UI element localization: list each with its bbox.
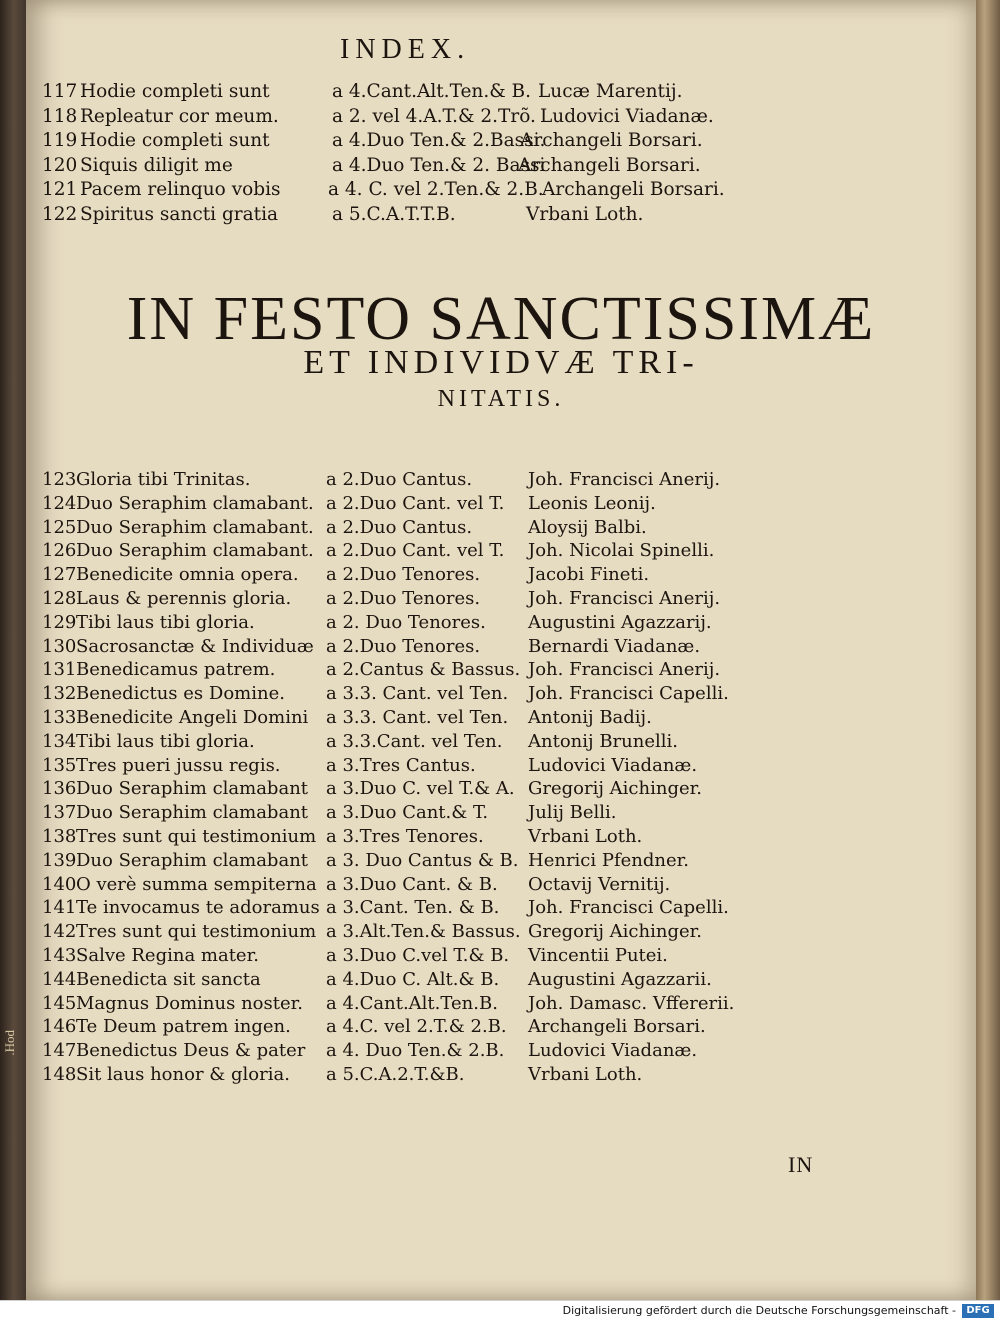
- list-item: [42, 658, 762, 682]
- entry-number: 148: [42, 1063, 77, 1085]
- entry-composer: Octavij Vernitij.: [528, 873, 671, 895]
- entry-voices: a 2. vel 4.A.T.& 2.Trõ.: [332, 105, 536, 127]
- list-item: [42, 849, 762, 873]
- entry-number: 137: [42, 802, 77, 824]
- entry-number: 130: [42, 635, 77, 657]
- list-item: [42, 539, 762, 563]
- entry-title: Tibi laus tibi gloria.: [76, 611, 255, 633]
- entry-composer: Augustini Agazzarij.: [528, 611, 712, 633]
- entry-number: 125: [42, 516, 77, 538]
- entry-title: Duo Seraphim clamabant.: [76, 540, 314, 562]
- list-item: [42, 587, 762, 611]
- entry-title: Repleatur cor meum.: [80, 105, 279, 127]
- entry-voices: a 4.Duo Ten.& 2.Bassi.: [332, 130, 546, 151]
- entry-voices: a 3.3.Cant. vel Ten.: [326, 730, 503, 752]
- entry-composer: Archangeli Borsari.: [542, 179, 725, 200]
- section-heading-line2: ET INDIVIDVÆ TRI-: [303, 344, 699, 381]
- list-item: [42, 203, 742, 228]
- entry-number: 120: [42, 154, 78, 176]
- entry-number: 135: [42, 754, 77, 776]
- entry-voices: a 3.Cant. Ten. & B.: [326, 897, 500, 919]
- top-index-list: [42, 80, 742, 227]
- entry-composer: Jacobi Fineti.: [528, 564, 650, 586]
- list-item: [42, 682, 762, 706]
- entry-number: 145: [42, 992, 77, 1014]
- entry-title: Hodie completi sunt: [80, 130, 270, 151]
- entry-composer: Gregorij Aichinger.: [528, 778, 702, 800]
- entry-composer: Joh. Francisci Anerij.: [528, 587, 721, 609]
- trinity-index-list: [42, 468, 762, 1087]
- digitization-footer: [0, 1300, 1000, 1321]
- entry-title: Benedicite Angeli Domini: [76, 706, 309, 728]
- list-item: [42, 468, 762, 492]
- entry-title: Duo Seraphim clamabant: [76, 802, 309, 824]
- entry-title: Benedicamus patrem.: [76, 659, 276, 681]
- entry-composer: Henrici Pfendner.: [528, 849, 689, 871]
- list-item: [42, 563, 762, 587]
- entry-number: 122: [42, 203, 78, 225]
- entry-voices: a 2.Duo Cant. vel T.: [326, 540, 505, 562]
- entry-title: Sit laus honor & gloria.: [76, 1063, 290, 1085]
- entry-voices: a 2.Duo Cantus.: [326, 469, 473, 490]
- entry-title: Tibi laus tibi gloria.: [76, 730, 255, 752]
- entry-voices: a 4. C. vel 2.Ten.& 2.B.: [328, 179, 544, 200]
- entry-number: 129: [42, 611, 77, 633]
- dfg-logo[interactable]: DFG: [962, 1304, 994, 1318]
- entry-title: Pacem relinquo vobis: [80, 179, 281, 200]
- entry-voices: a 4.Cant.Alt.Ten.B.: [326, 992, 498, 1014]
- entry-composer: Archangeli Borsari.: [520, 130, 703, 151]
- page-edge: [976, 0, 1000, 1300]
- entry-number: 138: [42, 825, 77, 847]
- entry-composer: Lucæ Marentij.: [538, 81, 683, 102]
- entry-voices: a 3.Duo Cant.& T.: [326, 802, 489, 824]
- list-item: [42, 105, 742, 130]
- entry-composer: Joh. Damasc. Vffererii.: [528, 992, 735, 1014]
- entry-number: 118: [42, 105, 78, 127]
- entry-voices: a 3.Tres Tenores.: [326, 825, 484, 847]
- entry-number: 131: [42, 659, 77, 681]
- entry-title: Benedictus es Domine.: [76, 683, 285, 705]
- entry-title: Magnus Dominus noster.: [76, 992, 303, 1014]
- list-item: [42, 873, 762, 897]
- entry-title: Duo Seraphim clamabant.: [76, 492, 314, 514]
- entry-title: Hodie completi sunt: [80, 81, 270, 102]
- list-item: [42, 1063, 762, 1087]
- list-item: [42, 1039, 762, 1063]
- entry-composer: Archangeli Borsari.: [528, 1016, 706, 1038]
- entry-composer: Joh. Francisci Anerij.: [528, 659, 721, 681]
- list-item: [42, 920, 762, 944]
- entry-composer: Antonij Badij.: [528, 706, 652, 728]
- entry-number: 117: [42, 81, 78, 102]
- list-item: [42, 1015, 762, 1039]
- entry-title: Tres pueri jussu regis.: [76, 754, 281, 776]
- entry-title: Benedictus Deus & pater: [76, 1040, 306, 1062]
- funding-credit: Digitalisierung gefördert durch die Deutsche Forschungsgemeinschaft -: [562, 1304, 956, 1317]
- list-item: [42, 944, 762, 968]
- entry-voices: a 4.C. vel 2.T.& 2.B.: [326, 1016, 507, 1038]
- entry-number: 119: [42, 130, 78, 151]
- list-item: [42, 154, 742, 179]
- entry-number: 144: [42, 968, 77, 990]
- entry-number: 132: [42, 683, 77, 705]
- list-item: [42, 777, 762, 801]
- entry-number: 126: [42, 540, 77, 562]
- entry-voices: a 2.Duo Tenores.: [326, 564, 481, 586]
- entry-number: 141: [42, 897, 77, 919]
- list-item: [42, 754, 762, 778]
- entry-composer: Gregorij Aichinger.: [528, 921, 702, 943]
- entry-title: Duo Seraphim clamabant: [76, 849, 309, 871]
- entry-number: 142: [42, 921, 77, 943]
- list-item: [42, 992, 762, 1016]
- entry-voices: a 4.Duo Ten.& 2. Bassi: [332, 154, 546, 176]
- list-item: [42, 730, 762, 754]
- entry-voices: a 5.C.A.T.T.B.: [332, 203, 456, 225]
- list-item: [42, 492, 762, 516]
- entry-voices: a 3.3. Cant. vel Ten.: [326, 706, 509, 728]
- entry-title: O verè summa sempiterna: [76, 873, 317, 895]
- entry-voices: a 3. Duo Cantus & B.: [326, 849, 519, 871]
- list-item: [42, 516, 762, 540]
- entry-title: Te invocamus te adoramus: [76, 897, 320, 919]
- page-header-title: INDEX.: [340, 34, 471, 65]
- entry-voices: a 3.Alt.Ten.& Bassus.: [326, 921, 521, 943]
- list-item: [42, 178, 742, 203]
- entry-number: 121: [42, 179, 78, 200]
- entry-composer: Bernardi Viadanæ.: [528, 635, 701, 657]
- entry-title: Benedicite omnia opera.: [76, 564, 299, 586]
- entry-composer: Antonij Brunelli.: [528, 730, 678, 752]
- entry-title: Siquis diligit me: [80, 154, 233, 176]
- entry-composer: Joh. Francisci Capelli.: [528, 683, 729, 705]
- entry-number: 147: [42, 1040, 77, 1062]
- entry-composer: Augustini Agazzarii.: [528, 968, 712, 990]
- list-item: [42, 896, 762, 920]
- entry-composer: Julij Belli.: [528, 802, 617, 824]
- entry-title: Salve Regina mater.: [76, 944, 259, 966]
- entry-voices: a 3.Tres Cantus.: [326, 754, 476, 776]
- entry-voices: a 3.Duo C.vel T.& B.: [326, 944, 510, 966]
- entry-composer: Ludovici Viadanæ.: [540, 105, 714, 127]
- entry-number: 143: [42, 944, 77, 966]
- entry-composer: Ludovici Viadanæ.: [528, 754, 698, 776]
- entry-composer: Aloysij Balbi.: [528, 516, 647, 538]
- list-item: [42, 635, 762, 659]
- entry-composer: Joh. Francisci Anerij.: [528, 469, 721, 490]
- entry-title: Benedicta sit sancta: [76, 968, 261, 990]
- list-item: [42, 129, 742, 154]
- entry-composer: Ludovici Viadanæ.: [528, 1040, 698, 1062]
- entry-number: 136: [42, 778, 77, 800]
- entry-title: Spiritus sancti gratia: [80, 203, 279, 225]
- entry-number: 123: [42, 469, 77, 490]
- entry-voices: a 2.Duo Cantus.: [326, 516, 473, 538]
- entry-title: Laus & perennis gloria.: [76, 587, 292, 609]
- list-item: [42, 611, 762, 635]
- entry-voices: a 3.Duo Cant. & B.: [326, 873, 498, 895]
- entry-composer: Vrbani Loth.: [528, 825, 643, 847]
- section-heading-line3: NITATIS.: [437, 386, 565, 412]
- entry-title: Duo Seraphim clamabant.: [76, 516, 314, 538]
- entry-voices: a 3.Duo C. vel T.& A.: [326, 778, 515, 800]
- catchword: IN: [788, 1152, 814, 1177]
- entry-composer: Vincentii Putei.: [528, 944, 668, 966]
- entry-voices: a 2.Duo Cant. vel T.: [326, 492, 505, 514]
- entry-number: 134: [42, 730, 77, 752]
- entry-title: Sacrosanctæ & Individuæ: [76, 635, 314, 657]
- entry-number: 140: [42, 873, 77, 895]
- entry-voices: a 3.3. Cant. vel Ten.: [326, 683, 509, 705]
- list-item: [42, 825, 762, 849]
- entry-number: 146: [42, 1016, 77, 1038]
- entry-number: 127: [42, 564, 77, 586]
- entry-voices: a 2.Cantus & Bassus.: [326, 659, 521, 681]
- entry-title: Tres sunt qui testimonium: [76, 921, 317, 943]
- list-item: [42, 801, 762, 825]
- entry-composer: Archangeli Borsari.: [518, 154, 701, 176]
- entry-voices: a 4. Duo Ten.& 2.B.: [326, 1040, 505, 1062]
- entry-number: 128: [42, 587, 77, 609]
- entry-composer: Vrbani Loth.: [526, 203, 644, 225]
- entry-voices: a 4.Cant.Alt.Ten.& B.: [332, 81, 532, 102]
- entry-voices: a 4.Duo C. Alt.& B.: [326, 968, 500, 990]
- entry-title: Te Deum patrem ingen.: [76, 1016, 291, 1038]
- entry-voices: a 2. Duo Tenores.: [326, 611, 486, 633]
- entry-title: Tres sunt qui testimonium: [76, 825, 317, 847]
- entry-voices: a 5.C.A.2.T.&B.: [326, 1063, 465, 1085]
- entry-voices: a 2.Duo Tenores.: [326, 635, 481, 657]
- entry-title: Gloria tibi Trinitas.: [76, 469, 251, 490]
- list-item: [42, 80, 742, 105]
- entry-number: 124: [42, 492, 77, 514]
- entry-number: 139: [42, 849, 77, 871]
- entry-composer: Leonis Leonij.: [528, 492, 656, 514]
- section-heading-line1: IN FESTO SANCTISSIMÆ: [126, 285, 876, 353]
- entry-composer: Joh. Francisci Capelli.: [528, 897, 729, 919]
- entry-composer: Vrbani Loth.: [528, 1063, 643, 1085]
- spine-label: .Hod: [2, 1030, 17, 1056]
- entry-voices: a 2.Duo Tenores.: [326, 587, 481, 609]
- entry-number: 133: [42, 706, 77, 728]
- entry-title: Duo Seraphim clamabant: [76, 778, 309, 800]
- entry-composer: Joh. Nicolai Spinelli.: [528, 540, 715, 562]
- list-item: [42, 968, 762, 992]
- list-item: [42, 706, 762, 730]
